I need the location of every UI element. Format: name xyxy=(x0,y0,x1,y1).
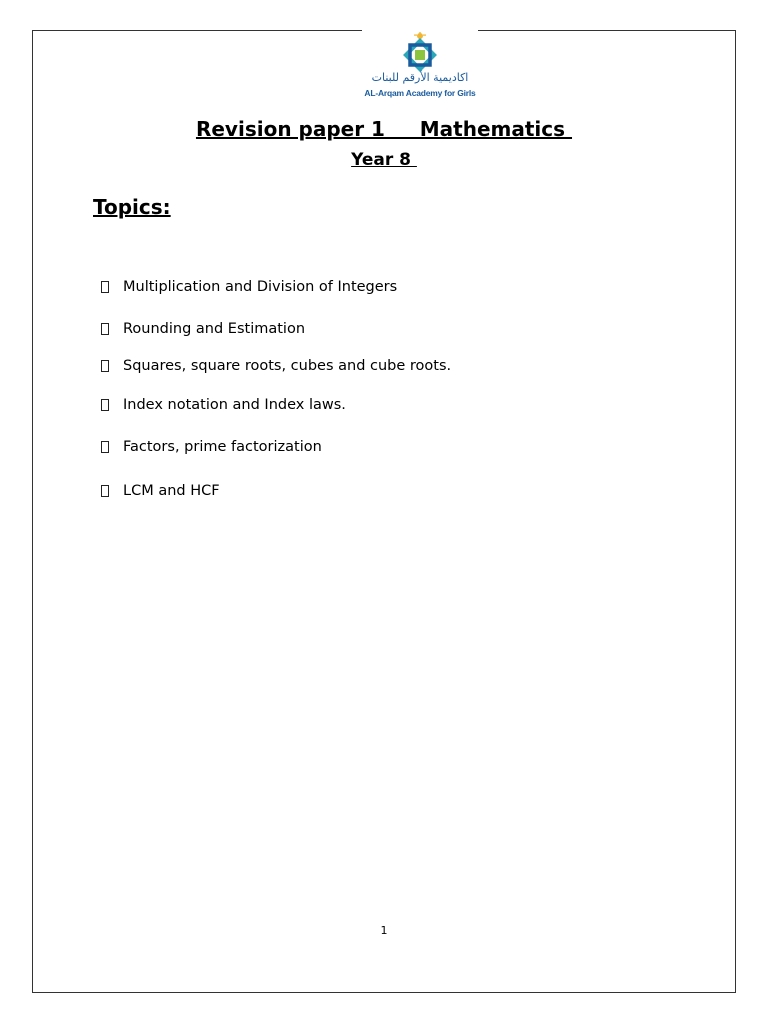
topic-text: Squares, square roots, cubes and cube roots. xyxy=(123,358,452,374)
logo-arabic-text: اكاديمية الأرقم للبنات xyxy=(371,71,469,84)
list-item xyxy=(98,436,322,458)
topic-text: Rounding and Estimation xyxy=(123,321,306,337)
academy-logo xyxy=(362,32,478,104)
list-item xyxy=(98,355,451,377)
topic-text: LCM and HCF xyxy=(123,483,220,499)
bullet-icon xyxy=(101,441,109,453)
page-border xyxy=(32,30,736,993)
academy-emblem-icon xyxy=(400,32,440,72)
document-title: Revision paper 1 Mathematics xyxy=(195,117,573,141)
bullet-icon xyxy=(101,323,109,335)
list-item xyxy=(98,480,220,502)
document-subtitle: Year 8 xyxy=(351,150,417,170)
bullet-icon xyxy=(101,485,109,497)
list-item xyxy=(98,394,346,416)
list-item xyxy=(98,276,397,298)
page-number: 1 xyxy=(380,924,388,937)
bullet-icon xyxy=(101,399,109,411)
topic-text: Multiplication and Division of Integers xyxy=(123,279,398,295)
topics-heading: Topics: xyxy=(93,195,171,219)
list-item xyxy=(98,318,305,340)
logo-english-text: AL-Arqam Academy for Girls xyxy=(364,88,476,98)
bullet-icon xyxy=(101,281,109,293)
bullet-icon xyxy=(101,360,109,372)
topic-text: Index notation and Index laws. xyxy=(123,397,346,413)
topic-text: Factors, prime factorization xyxy=(123,439,322,455)
